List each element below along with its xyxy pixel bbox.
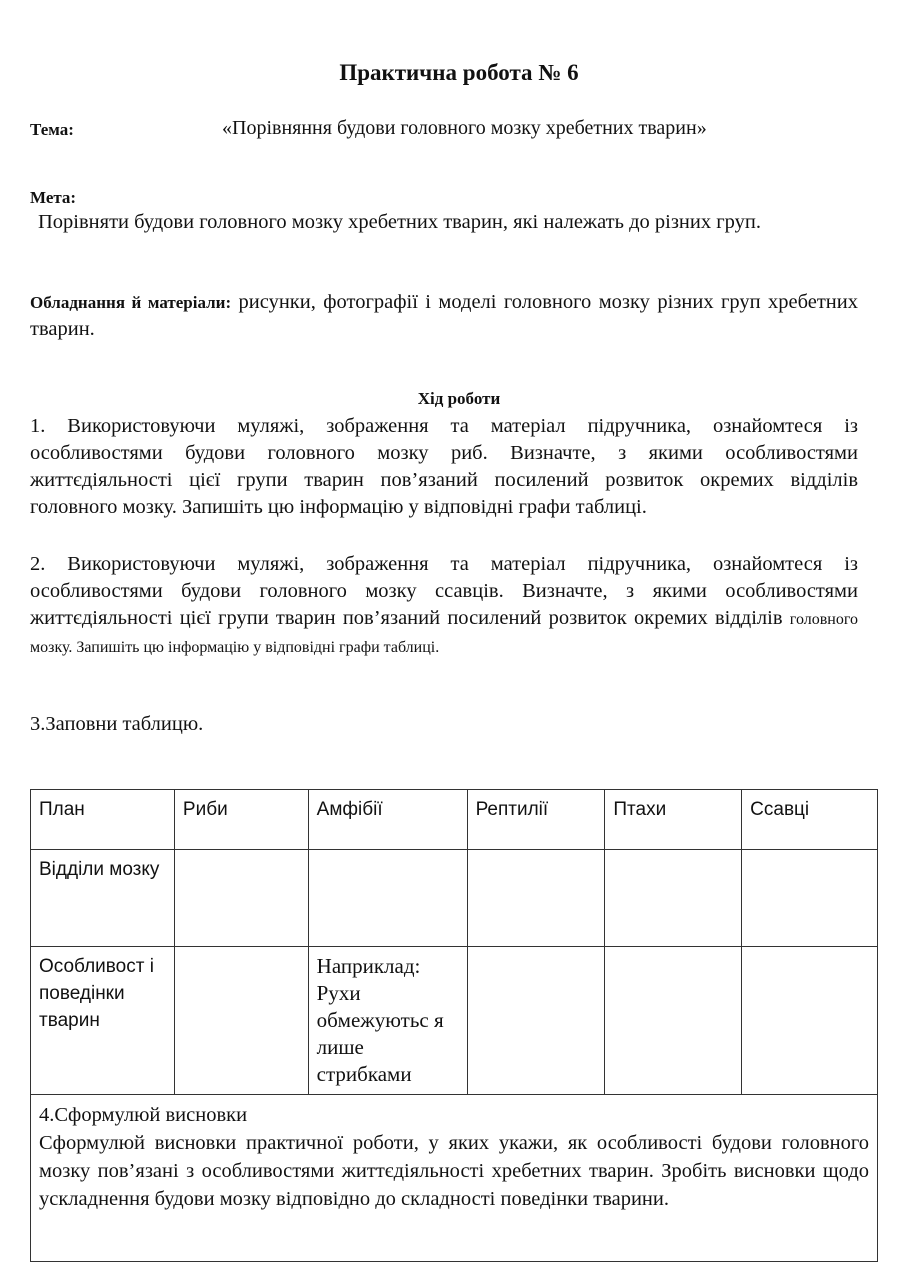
table-cell bbox=[467, 947, 605, 1095]
header-cell-mammals: Ссавці bbox=[742, 790, 878, 850]
header-cell-birds: Птахи bbox=[605, 790, 742, 850]
table-row-conclusion bbox=[31, 1095, 878, 1262]
row-label-behavior: Особливост і поведінки тварин bbox=[31, 947, 175, 1095]
header-cell-amphibians: Амфібії bbox=[308, 790, 467, 850]
step-2-small-text: головного мозку. Запишіть цю інформацію у відповідні графи таблиці. bbox=[30, 611, 859, 656]
table-cell bbox=[467, 850, 605, 947]
table-cell bbox=[742, 850, 878, 947]
equipment-label: Обладнання й матеріали: bbox=[30, 293, 232, 312]
conclusion-cell bbox=[31, 1095, 878, 1262]
header-cell-reptiles: Рептилії bbox=[467, 790, 605, 850]
conclusion-title: 4.Сформулюй висновки bbox=[39, 1104, 248, 1126]
procedure-heading: Хід роботи bbox=[417, 389, 501, 408]
table-header-row bbox=[31, 790, 878, 850]
example-cell: Наприклад: Рухи обмежуютьс я лише стрибками bbox=[308, 947, 467, 1095]
header-cell-fish: Риби bbox=[174, 790, 308, 850]
table-row-brain-parts bbox=[31, 850, 878, 947]
step-1: 1. Використовуючи муляжі, зображення та матеріал підручника, ознайомтеся із особливостями будови головного мозку риб. Визначте, з якими особливостями життєдіяльності цієї групи тварин пов’язаний посилений розвиток окремих відділів головного мозку. Запишіть цю інформацію у відповідні графи таблиці. bbox=[30, 415, 858, 518]
table-cell bbox=[308, 850, 467, 947]
step-3: 3.Заповни таблицю. bbox=[30, 713, 204, 735]
comparison-table bbox=[30, 789, 878, 1262]
conclusion-text: Сформулюй висновки практичної роботи, у яких укажи, як особливості будови головного мозку пов’язані з особливостями життєдіяльності хребетних тварин. Зробіть висновки щодо ускладнення будови мозку відповідно до складності поведінки тварини. bbox=[39, 1132, 869, 1210]
table-cell bbox=[742, 947, 878, 1095]
page-title: Практична робота № 6 bbox=[339, 60, 579, 85]
goal-text: Порівняти будови головного мозку хребетних тварин, які належать до різних груп. bbox=[38, 211, 761, 233]
step-2-main-text: 2. Використовуючи муляжі, зображення та матеріал підручника, ознайомтеся із особливостями будови головного мозку ссавців. Визначте, з якими особливостями життєдіяльності цієї групи тварин пов’язаний посилений розвиток окремих відділів bbox=[30, 553, 858, 629]
topic-text: «Порівняння будови головного мозку хребетних тварин» bbox=[222, 117, 707, 139]
topic-label: Тема: bbox=[30, 120, 74, 139]
goal-label: Мета: bbox=[30, 188, 77, 207]
equipment-paragraph bbox=[30, 289, 858, 343]
equipment-text: рисунки, фотографії і моделі головного мозку різних груп хребетних тварин. bbox=[30, 291, 858, 340]
table-cell bbox=[605, 947, 742, 1095]
step-2 bbox=[30, 551, 858, 661]
header-cell-plan: План bbox=[31, 790, 175, 850]
table-row-behavior bbox=[31, 947, 878, 1095]
row-label-brain-parts: Відділи мозку bbox=[31, 850, 175, 947]
table-cell bbox=[174, 850, 308, 947]
table-cell bbox=[605, 850, 742, 947]
table-cell bbox=[174, 947, 308, 1095]
